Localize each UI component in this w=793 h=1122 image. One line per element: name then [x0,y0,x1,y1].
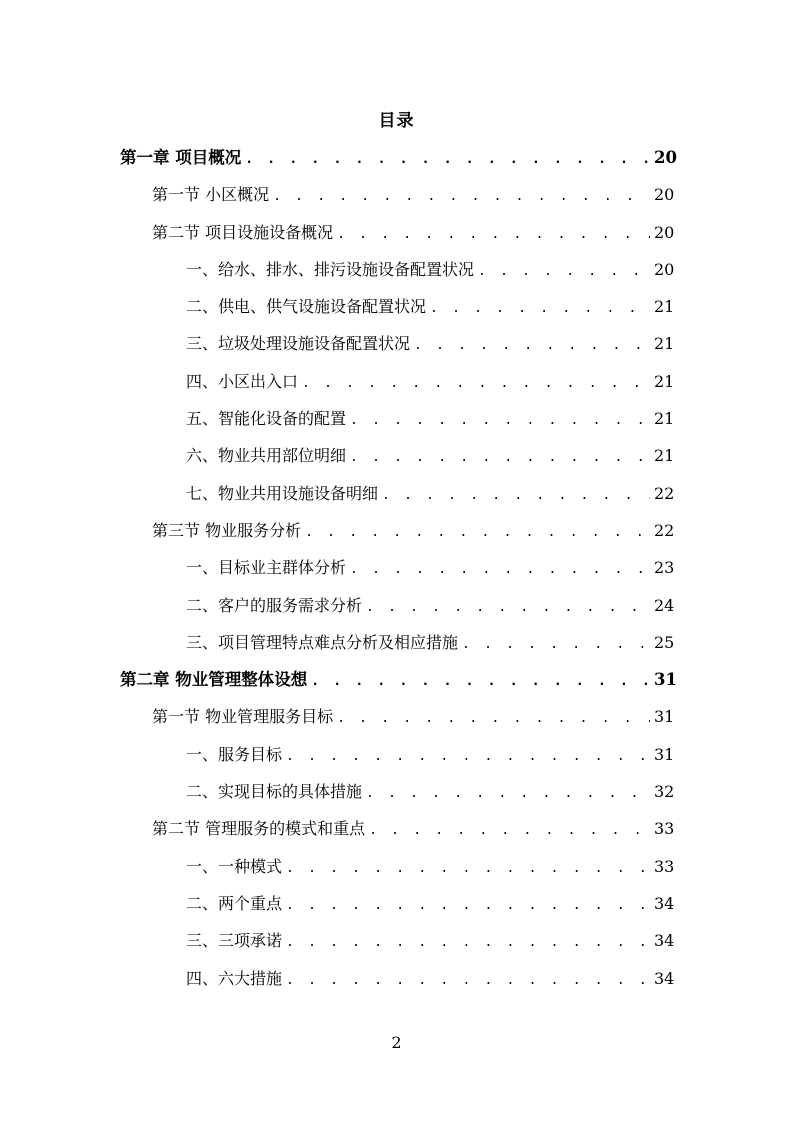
toc-entry-page: 22 [654,520,675,540]
toc-entry-label: 二、供电、供气设施设备配置状况 [186,297,427,317]
toc-subsection-entry[interactable] [120,960,674,997]
toc-entry-label: 一、服务目标 [186,744,283,764]
toc-dot-leader [311,663,650,700]
toc-dot-leader [337,216,650,253]
toc-dot-leader [369,812,650,849]
toc-dot-leader [305,514,650,551]
toc-subsection-entry[interactable] [120,475,674,512]
toc-entry-label: 二、实现目标的具体措施 [186,782,363,802]
toc-entry-page: 25 [654,632,675,652]
toc-entry-page: 34 [654,968,675,988]
toc-entry-page: 34 [654,931,675,951]
toc-section-entry[interactable] [120,176,674,213]
toc-entry-page: 31 [654,707,675,727]
toc-entry-page: 21 [654,334,675,354]
toc-entry-label: 第二节 项目设施设备概况 [152,222,334,242]
toc-dot-leader [337,700,650,737]
toc-subsection-entry[interactable] [120,587,674,624]
toc-entry-page: 34 [654,893,675,913]
toc-dot-leader [382,477,650,514]
toc-list [120,139,677,997]
toc-subsection-entry[interactable] [120,848,674,885]
toc-dot-leader [273,178,650,215]
toc-dot-leader [350,551,650,588]
toc-entry-label: 二、两个重点 [186,893,283,913]
toc-entry-page: 20 [654,185,675,205]
toc-entry-page: 21 [654,409,675,429]
toc-entry-page: 21 [654,446,675,466]
toc-entry-page: 21 [654,371,675,391]
toc-subsection-entry[interactable] [120,736,674,773]
toc-dot-leader [245,141,650,178]
toc-section-entry[interactable] [120,214,674,251]
toc-entry-page: 23 [654,558,675,578]
toc-entry-label: 三、项目管理特点难点分析及相应措施 [186,632,459,652]
toc-dot-leader [414,327,650,364]
toc-dot-leader [286,850,650,887]
toc-entry-label: 三、垃圾处理设施设备配置状况 [186,334,411,354]
toc-dot-leader [478,253,650,290]
toc-dot-leader [286,738,650,775]
toc-entry-label: 四、六大措施 [186,968,283,988]
page-number: 2 [391,1033,402,1052]
toc-subsection-entry[interactable] [120,251,674,288]
toc-section-entry[interactable] [120,512,674,549]
toc-dot-leader [286,887,650,924]
toc-entry-label: 四、小区出入口 [186,371,299,391]
toc-entry-page: 24 [654,595,675,615]
toc-dot-leader [430,290,650,327]
toc-entry-page: 32 [654,782,675,802]
toc-entry-label: 第一节 小区概况 [152,185,270,205]
toc-subsection-entry[interactable] [120,885,674,922]
toc-subsection-entry[interactable] [120,624,674,661]
toc-subsection-entry[interactable] [120,325,674,362]
toc-entry-label: 一、一种模式 [186,856,283,876]
toc-entry-page: 21 [654,297,675,317]
toc-chapter-entry[interactable] [120,661,677,698]
toc-subsection-entry[interactable] [120,773,674,810]
toc-section-entry[interactable] [120,810,674,847]
toc-dot-leader [462,626,650,663]
toc-entry-page: 33 [654,856,675,876]
toc-dot-leader [350,402,650,439]
toc-dot-leader [366,589,650,626]
toc-entry-label: 第一节 物业管理服务目标 [152,707,334,727]
toc-entry-label: 七、物业共用设施设备明细 [186,483,379,503]
toc-dot-leader [350,439,650,476]
toc-entry-label: 一、目标业主群体分析 [186,558,347,578]
toc-entry-page: 31 [654,744,675,764]
toc-entry-label: 第一章 项目概况 [120,148,242,167]
toc-entry-label: 第二节 管理服务的模式和重点 [152,819,366,839]
toc-entry-label: 三、三项承诺 [186,931,283,951]
toc-entry-page: 33 [654,819,675,839]
toc-subsection-entry[interactable] [120,922,674,959]
toc-entry-page: 20 [654,222,675,242]
toc-subsection-entry[interactable] [120,288,674,325]
toc-section-entry[interactable] [120,698,674,735]
toc-dot-leader [286,962,650,999]
toc-subsection-entry[interactable] [120,437,674,474]
toc-subsection-entry[interactable] [120,549,674,586]
toc-dot-leader [302,365,650,402]
toc-subsection-entry[interactable] [120,363,674,400]
toc-entry-page: 20 [654,259,675,279]
toc-entry-page: 20 [654,148,677,167]
toc-title: 目录 [378,111,415,131]
toc-entry-label: 第二章 物业管理整体设想 [120,670,308,690]
toc-entry-label: 第三节 物业服务分析 [152,520,302,540]
toc-entry-page: 31 [654,670,677,690]
toc-entry-label: 五、智能化设备的配置 [186,409,347,429]
toc-chapter-entry[interactable] [120,139,677,176]
toc-entry-page: 22 [654,483,675,503]
toc-entry-label: 一、给水、排水、排污设施设备配置状况 [186,259,475,279]
toc-dot-leader [366,775,650,812]
toc-subsection-entry[interactable] [120,400,674,437]
toc-entry-label: 六、物业共用部位明细 [186,446,347,466]
toc-entry-label: 二、客户的服务需求分析 [186,595,363,615]
toc-dot-leader [286,924,650,961]
